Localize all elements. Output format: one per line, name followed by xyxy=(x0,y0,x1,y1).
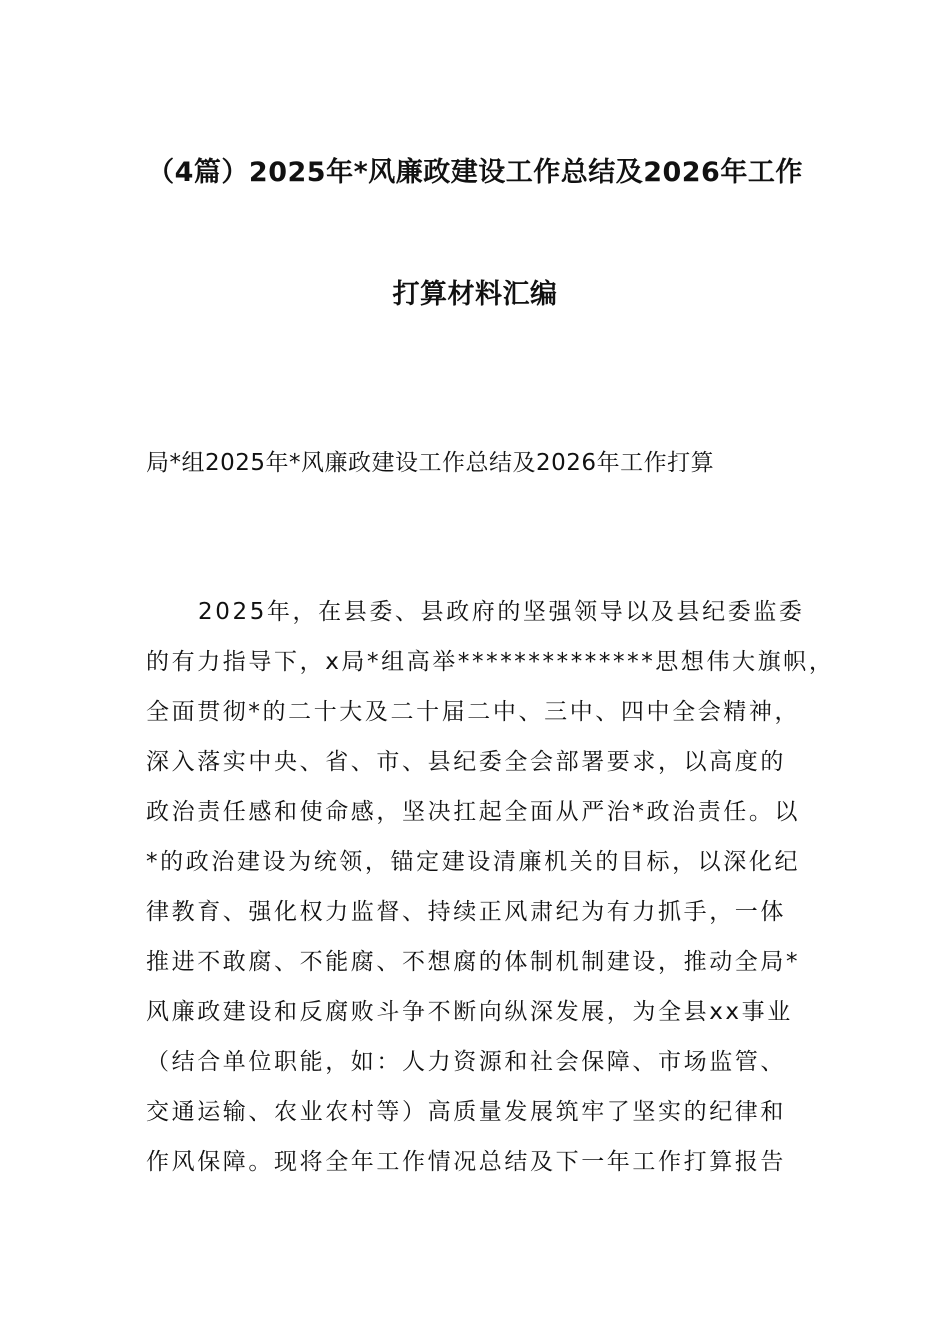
section-heading: 局*组2025年*风廉政建设工作总结及2026年工作打算 xyxy=(146,450,715,476)
body-line: 风廉政建设和反腐败斗争不断向纵深发展，为全县xx事业 xyxy=(146,999,793,1025)
document-title-line-1: （4篇）2025年*风廉政建设工作总结及2026年工作 xyxy=(147,157,803,188)
body-line: *的政治建设为统领，锚定建设清廉机关的目标，以深化纪 xyxy=(146,849,801,875)
body-paragraph xyxy=(146,592,835,1192)
body-line: 推进不敢腐、不能腐、不想腐的体制机制建设，推动全局* xyxy=(146,949,801,975)
body-line: 深入落实中央、省、市、县纪委全会部署要求，以高度的 xyxy=(146,749,786,775)
body-line: 作风保障。现将全年工作情况总结及下一年工作打算报告 xyxy=(146,1149,786,1175)
body-line: （结合单位职能，如：人力资源和社会保障、市场监管、 xyxy=(146,1049,786,1075)
document-title-line-2: 打算材料汇编 xyxy=(392,279,558,310)
body-line: 政治责任感和使命感，坚决扛起全面从严治*政治责任。以 xyxy=(146,799,801,825)
body-line: 2025年，在县委、县政府的坚强领导以及县纪委监委 xyxy=(198,599,805,625)
body-line: 的有力指导下，x局*组高举**************思想伟大旗帜， xyxy=(146,649,835,675)
body-line: 交通运输、农业农村等）高质量发展筑牢了坚实的纪律和 xyxy=(146,1099,786,1125)
body-line: 律教育、强化权力监督、持续正风肃纪为有力抓手，一体 xyxy=(146,899,786,925)
body-line: 全面贯彻*的二十大及二十届二中、三中、四中全会精神， xyxy=(146,699,801,725)
